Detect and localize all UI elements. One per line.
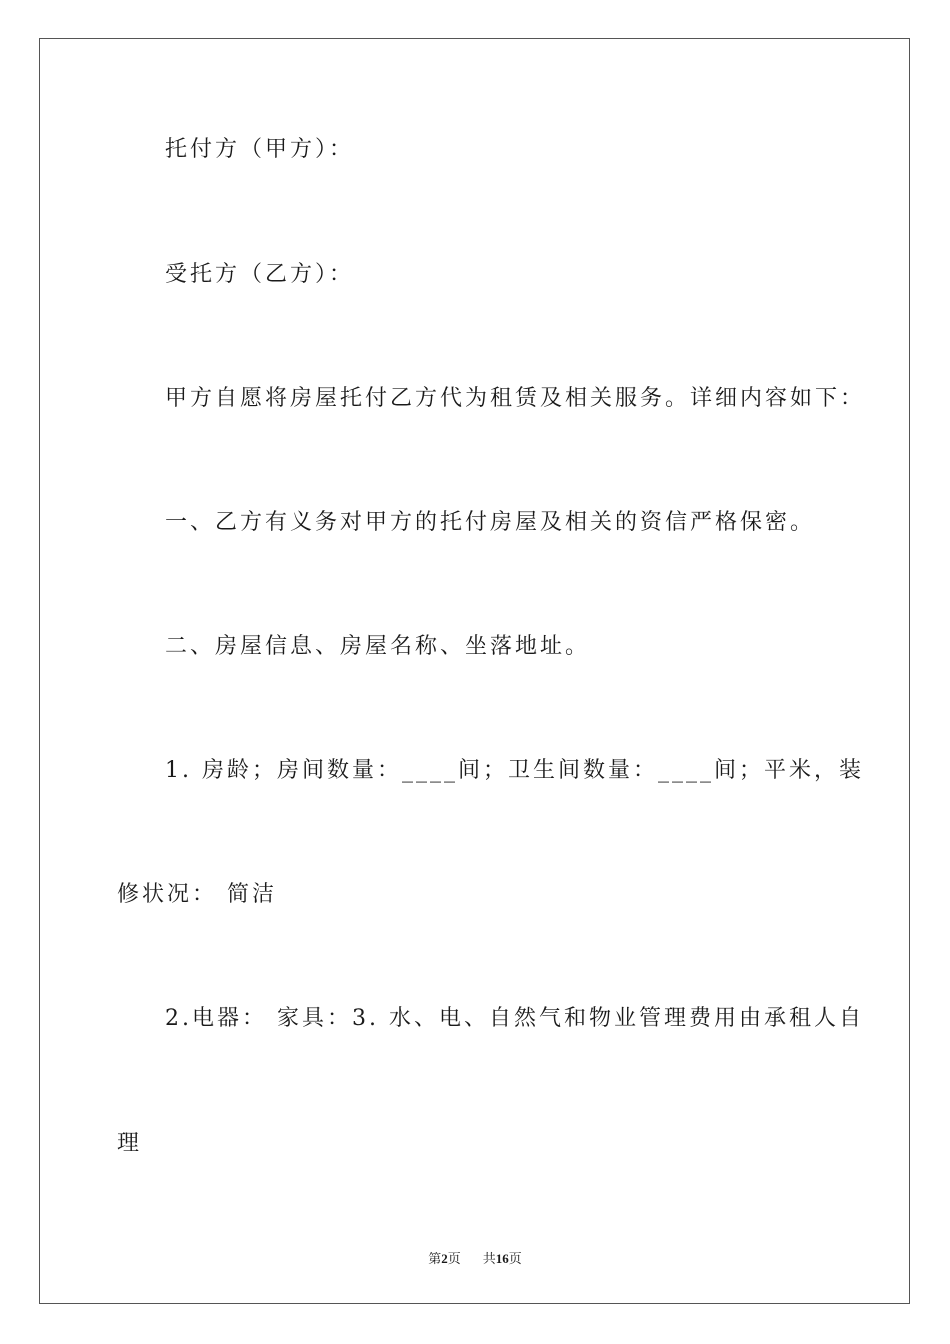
footer-page-suffix: 页 (447, 1251, 461, 1266)
item-1-line-2: 修状况： 简洁 (117, 882, 277, 907)
item-2-line-2: 理 (117, 1131, 143, 1156)
footer-total-pages: 16 (495, 1251, 509, 1266)
page-footer (0, 1248, 950, 1267)
item-2-line-1: 2.电器： 家具：3. 水、电、自然气和物业管理费用由承租人自 (165, 1006, 864, 1031)
intro-paragraph: 甲方自愿将房屋托付乙方代为租赁及相关服务。详细内容如下： (165, 386, 866, 411)
footer-page-number: 2 (441, 1251, 448, 1266)
party-b-line: 受托方（乙方）： (165, 262, 355, 287)
footer-page-prefix: 第 (428, 1251, 442, 1266)
footer-total-suffix: 页 (508, 1251, 522, 1266)
page-border (39, 38, 910, 1304)
party-a-line: 托付方（甲方）： (165, 137, 355, 162)
item-1-line-1: 1. 房龄；房间数量：____间；卫生间数量：____间；平米，装 (165, 758, 864, 783)
clause-2: 二、房屋信息、房屋名称、坐落地址。 (165, 634, 591, 659)
clause-1: 一、乙方有义务对甲方的托付房屋及相关的资信严格保密。 (165, 510, 816, 535)
footer-total-prefix: 共 (482, 1251, 496, 1266)
